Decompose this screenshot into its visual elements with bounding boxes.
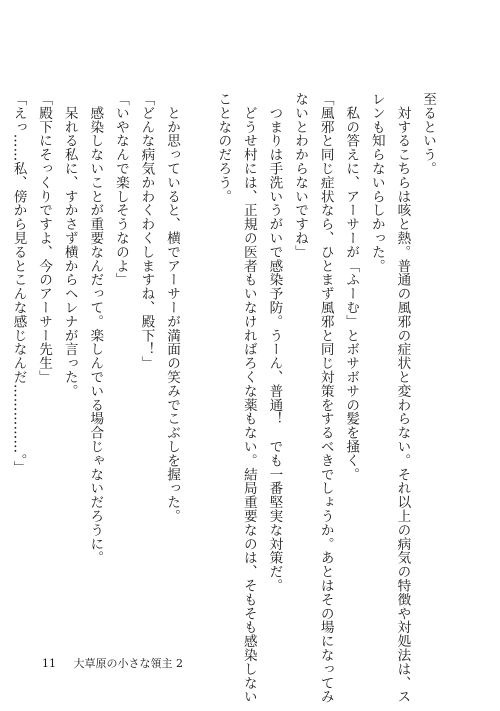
text-line: どうせ村には、正規の医者もいなければろくな薬もない。結局重要なのは、そもそも感染しない	[240, 92, 257, 704]
text-line: 「いやなんで楽しそうなのよ」	[112, 92, 129, 287]
page-footer	[42, 655, 183, 671]
text-line: 「えっ……私、傍から見るとこんな感じなんだ……………。」	[10, 92, 27, 475]
text-line: 「どんな病気かわくわくしますね、殿下！」	[138, 92, 155, 370]
text-line: 感染しないことが重要なんだって。楽しんでいる場合じゃないだろうに。	[87, 92, 104, 565]
text-line: 私の答えに、アーサーが「ふーむ」とボサボサの髪を掻く。	[343, 92, 360, 482]
page-number: 11	[42, 657, 56, 670]
text-line: つまりは手洗いうがいで感染予防。うーん、普通！ でも一番堅実な対策だ。	[266, 92, 283, 593]
text-line: 呆れる私に、すかさず横からヘレナが言った。	[61, 92, 78, 398]
text-line: 対するこちらは咳と熱。普通の風邪の症状と変わらない。それ以上の病気の特徴や対処法は、ス	[394, 92, 411, 704]
blank-line	[184, 92, 210, 602]
text-line: ことなのだろう。	[215, 92, 232, 204]
book-title: 大草原の小さな領主 2	[73, 657, 183, 670]
text-line: レンも知らないらしかった。	[368, 92, 385, 273]
text-line: とか思っていると、横でアーサーが満面の笑みでこぶしを握った。	[164, 92, 181, 523]
text-line: 「風邪と同じ症状なら、ひとまず風邪と同じ対策をするべきでしょうか。あとはその場になってみ	[317, 92, 334, 704]
text-line: 至るという。	[420, 92, 436, 176]
text-line: ないとわからないですね」	[292, 92, 309, 259]
text-line: 「殿下にそっくりですよ、今のアーサー先生」	[36, 92, 53, 384]
